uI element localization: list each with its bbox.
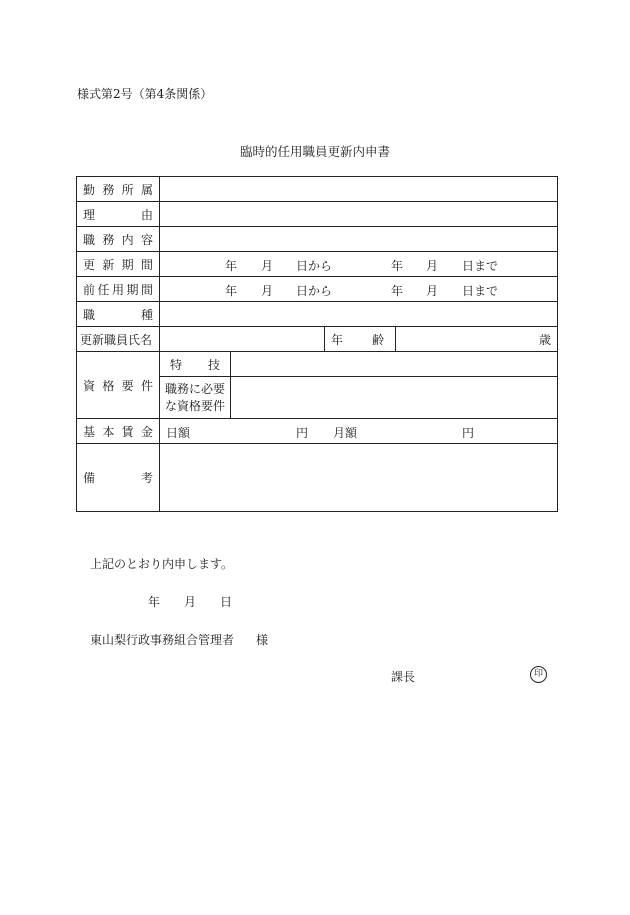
- addressee-name: 東山梨行政事務組合管理者: [90, 633, 235, 647]
- remarks-row: [77, 444, 558, 512]
- affiliation-label: 勤 務 所 属: [77, 177, 160, 202]
- employee-name-label: 更新職員氏名: [77, 327, 160, 352]
- form-number: 様式第2号（第4条関係）: [77, 87, 213, 101]
- wage-label: 基 本 賃 金: [77, 419, 160, 444]
- reason-label: 理 由: [77, 202, 160, 227]
- addressee: [90, 631, 268, 648]
- wage-field[interactable]: [160, 419, 558, 444]
- renewal-period-row: [77, 252, 558, 277]
- chief-title: 課長: [391, 670, 416, 684]
- application-form-table: [76, 176, 558, 512]
- job-type-field[interactable]: [160, 302, 558, 327]
- special-skill-row: [77, 352, 558, 377]
- renewal-period-label: 更 新 期 間: [77, 252, 160, 277]
- remarks-field[interactable]: [160, 444, 558, 512]
- required-qualification-field[interactable]: [231, 377, 558, 419]
- job-type-label: 職 種: [77, 302, 160, 327]
- monthly-wage-label: 月額: [333, 426, 358, 440]
- age-field[interactable]: [396, 327, 558, 352]
- date-month: 月: [184, 595, 197, 609]
- special-skill-label: 特 技: [160, 352, 231, 377]
- reason-row: [77, 202, 558, 227]
- affiliation-field[interactable]: [160, 177, 558, 202]
- age-label: 年 齢: [325, 327, 396, 352]
- duties-row: [77, 227, 558, 252]
- age-unit: 歳: [538, 332, 551, 347]
- duties-label: 職 務 内 容: [77, 227, 160, 252]
- previous-period-label: 前 任 用 期 間: [77, 277, 160, 302]
- duties-field[interactable]: [160, 227, 558, 252]
- job-type-row: [77, 302, 558, 327]
- daily-wage-label: 日額: [166, 426, 191, 440]
- date-year: 年: [148, 595, 161, 609]
- employee-name-field[interactable]: [160, 327, 325, 352]
- previous-period-row: [77, 277, 558, 302]
- daily-wage-unit: 円: [296, 426, 309, 440]
- qualifications-label: 資 格 要 件: [77, 352, 160, 419]
- affiliation-row: [77, 177, 558, 202]
- monthly-wage-unit: 円: [462, 426, 475, 440]
- reason-field[interactable]: [160, 202, 558, 227]
- statement-text: 上記のとおり内申します。: [90, 557, 234, 571]
- previous-period-field[interactable]: 年 月 日から 年 月 日まで: [160, 277, 558, 302]
- required-qualification-label: 職務に必要 な資格要件: [160, 377, 231, 419]
- wage-row: [77, 419, 558, 444]
- remarks-label: 備 考: [77, 444, 160, 512]
- renewal-period-field[interactable]: 年 月 日から 年 月 日まで: [160, 252, 558, 277]
- date-day: 日: [220, 595, 233, 609]
- employee-name-row: [77, 327, 558, 352]
- special-skill-field[interactable]: [231, 352, 558, 377]
- seal-mark: 印: [530, 666, 547, 683]
- document-title: 臨時的任用職員更新内申書: [239, 144, 390, 159]
- addressee-honorific: 様: [256, 633, 269, 647]
